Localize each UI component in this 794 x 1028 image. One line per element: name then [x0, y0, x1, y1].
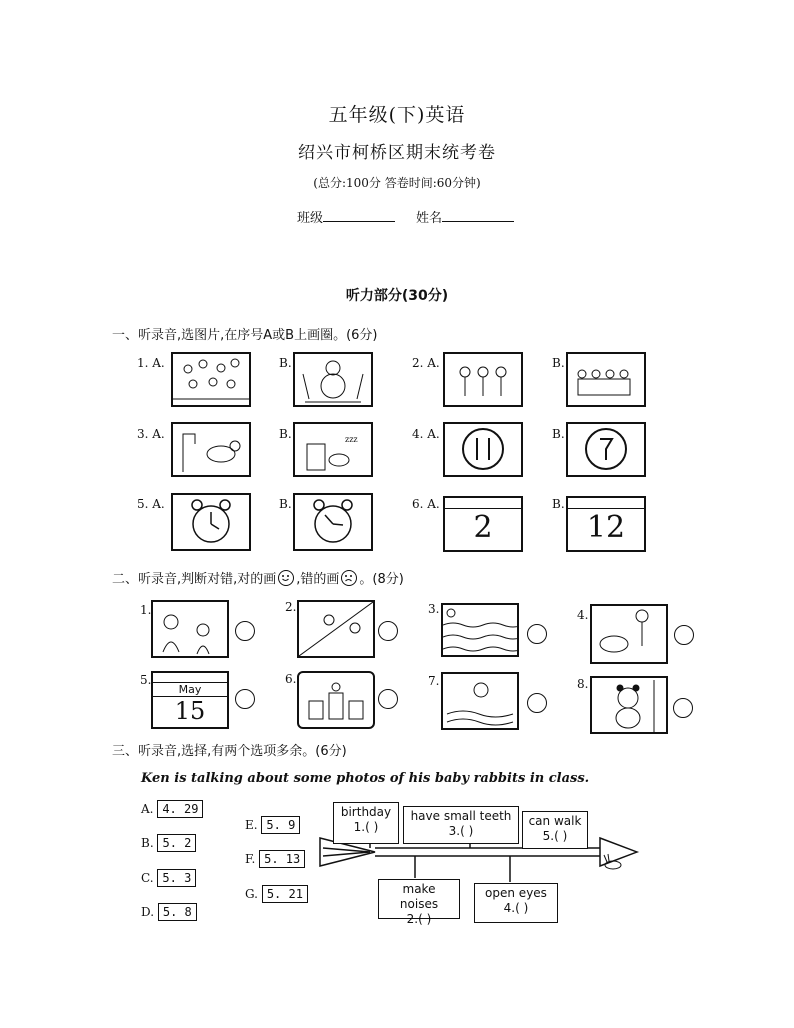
- answer-face[interactable]: [235, 621, 255, 641]
- picture-p2-3: [441, 603, 519, 657]
- picture-5b: [293, 493, 373, 551]
- timeline-box-eyes: [474, 883, 558, 923]
- exam-info: (总分:100分 答卷时间:60分钟): [313, 176, 481, 190]
- option-value: 5. 13: [259, 850, 305, 868]
- buildings-icon: [299, 673, 373, 727]
- answer-blank-2[interactable]: 2.( ): [406, 912, 432, 926]
- smile-face-icon: [278, 570, 294, 586]
- calendar-month: May: [153, 683, 227, 697]
- calendar-day-b: 12: [586, 510, 626, 545]
- timeline-box-noises: [378, 879, 460, 926]
- option-label[interactable]: B.: [279, 497, 292, 511]
- option-label[interactable]: 6. A.: [412, 497, 440, 511]
- item-number: 2.: [285, 600, 297, 614]
- hiking-scene-icon: [299, 602, 373, 656]
- answer-blank-3[interactable]: 3.( ): [448, 824, 474, 838]
- answer-blank-1[interactable]: 1.( ): [353, 820, 379, 834]
- children-icon: [445, 354, 521, 405]
- answer-face[interactable]: [674, 625, 694, 645]
- option-value: 5. 3: [157, 869, 196, 887]
- timeline-label: open eyes: [485, 886, 547, 900]
- option-row[interactable]: [141, 800, 203, 818]
- option-label[interactable]: 5. A.: [137, 497, 165, 511]
- picture-p2-1: [151, 600, 229, 658]
- people-scene-icon: [153, 602, 227, 656]
- svg-text:zzz: zzz: [345, 435, 358, 444]
- picture-3b: [293, 422, 373, 477]
- picture-p2-5-calendar: [151, 671, 229, 729]
- item-number: 1.: [140, 603, 152, 617]
- picture-p2-6: [297, 671, 375, 729]
- option-value: 5. 2: [157, 834, 196, 852]
- option-value: 5. 9: [261, 816, 300, 834]
- name-label: 姓名: [416, 211, 443, 226]
- picture-2a: [443, 352, 523, 407]
- option-row[interactable]: [141, 869, 196, 887]
- name-field[interactable]: [416, 207, 514, 226]
- option-label[interactable]: B.: [279, 427, 292, 441]
- timeline-box-birthday: [333, 802, 399, 844]
- option-row[interactable]: [245, 816, 300, 834]
- alarm-clock-icon: [173, 495, 249, 549]
- sad-face-icon: [341, 570, 357, 586]
- timeline-label: birthday: [340, 805, 392, 819]
- option-label[interactable]: B.: [552, 356, 565, 370]
- timeline-label: make noises: [399, 882, 439, 911]
- option-label[interactable]: B.: [552, 427, 565, 441]
- calendar-day-a: 2: [473, 510, 493, 545]
- option-label[interactable]: B.: [552, 497, 565, 511]
- sleeping-cat-icon: [295, 424, 371, 475]
- part2-instruction: [112, 568, 404, 587]
- answer-face[interactable]: [527, 693, 547, 713]
- option-value: 5. 8: [158, 903, 197, 921]
- option-value: 4. 29: [157, 800, 203, 818]
- sea-scene-icon: [443, 605, 517, 655]
- picture-p2-7: [441, 672, 519, 730]
- calendar-binding: [153, 673, 227, 683]
- item-number: 5.: [140, 673, 152, 687]
- option-value: 5. 21: [262, 885, 308, 903]
- page-title: 五年级(下)英语: [328, 104, 466, 126]
- picture-4a: [443, 422, 523, 477]
- option-row[interactable]: [141, 903, 197, 921]
- class-field[interactable]: [297, 207, 395, 226]
- picture-5a: [171, 493, 251, 551]
- picture-p2-8: [590, 676, 668, 734]
- part1-instruction: 一、听录音,选图片,在序号A或B上画圈。(6分): [112, 328, 378, 343]
- sign-icon: [445, 424, 521, 475]
- boy-dog-icon: [592, 606, 666, 662]
- timeline-label: have small teeth: [410, 809, 512, 823]
- option-letter: B.: [141, 836, 154, 850]
- option-label[interactable]: 1. A.: [137, 356, 165, 370]
- name-blank[interactable]: [442, 208, 514, 222]
- part2-instruction-c: 。(8分): [359, 572, 404, 587]
- item-number: 7.: [428, 674, 440, 688]
- timeline-label: can walk: [528, 814, 582, 828]
- option-label[interactable]: 4. A.: [412, 427, 440, 441]
- timeline-box-walk: [522, 811, 588, 849]
- answer-face[interactable]: [235, 689, 255, 709]
- item-number: 3.: [428, 602, 440, 616]
- snowman-icon: [295, 354, 371, 405]
- swimming-icon: [443, 674, 517, 728]
- picture-p2-2: [297, 600, 375, 658]
- option-label[interactable]: 2. A.: [412, 356, 440, 370]
- picture-3a: [171, 422, 251, 477]
- option-row[interactable]: [245, 850, 305, 868]
- tree-scene-icon: [173, 354, 249, 405]
- answer-face[interactable]: [527, 624, 547, 644]
- option-letter: G.: [245, 887, 258, 901]
- option-label[interactable]: B.: [279, 356, 292, 370]
- option-letter: C.: [141, 871, 154, 885]
- alarm-clock-icon: [295, 495, 371, 549]
- panda-icon: [592, 678, 666, 732]
- answer-face[interactable]: [378, 689, 398, 709]
- part2-instruction-b: ,错的画: [296, 572, 340, 587]
- picture-6a-calendar: [443, 496, 523, 552]
- picture-p2-4: [590, 604, 668, 664]
- item-number: 6.: [285, 672, 297, 686]
- item-number: 8.: [577, 677, 589, 691]
- picture-2b: [566, 352, 646, 407]
- answer-blank-5[interactable]: 5.( ): [542, 829, 568, 843]
- section-heading: 听力部分(30分): [345, 288, 449, 304]
- option-letter: E.: [245, 818, 258, 832]
- picture-1a: [171, 352, 251, 407]
- answer-face[interactable]: [673, 698, 693, 718]
- picture-6b-calendar: [566, 496, 646, 552]
- timeline-box-teeth: [403, 806, 519, 844]
- rabbit-icon: [601, 853, 625, 871]
- dog-tap-icon: [173, 424, 249, 475]
- class-label: 班级: [297, 211, 324, 226]
- answer-blank-4[interactable]: 4.( ): [503, 901, 529, 915]
- option-letter: A.: [141, 802, 154, 816]
- picture-1b: [293, 352, 373, 407]
- part2-instruction-a: 二、听录音,判断对错,对的画: [112, 572, 277, 587]
- option-letter: F.: [245, 852, 256, 866]
- item-number: 4.: [577, 608, 589, 622]
- calendar-binding: [568, 498, 644, 509]
- calendar-day: 15: [174, 697, 206, 725]
- option-row[interactable]: [141, 834, 196, 852]
- class-blank[interactable]: [323, 208, 395, 222]
- answer-face[interactable]: [378, 621, 398, 641]
- part3-intro: Ken is talking about some photos of his baby rabbits in class.: [141, 771, 590, 786]
- calendar-binding: [445, 498, 521, 509]
- no-smoking-sign-icon: [568, 424, 644, 475]
- children-group-icon: [568, 354, 644, 405]
- option-row[interactable]: [245, 885, 308, 903]
- part3-instruction: 三、听录音,选择,有两个选项多余。(6分): [112, 744, 347, 759]
- option-letter: D.: [141, 905, 155, 919]
- option-label[interactable]: 3. A.: [137, 427, 165, 441]
- exam-subtitle: 绍兴市柯桥区期末统考卷: [298, 143, 496, 163]
- picture-4b: [566, 422, 646, 477]
